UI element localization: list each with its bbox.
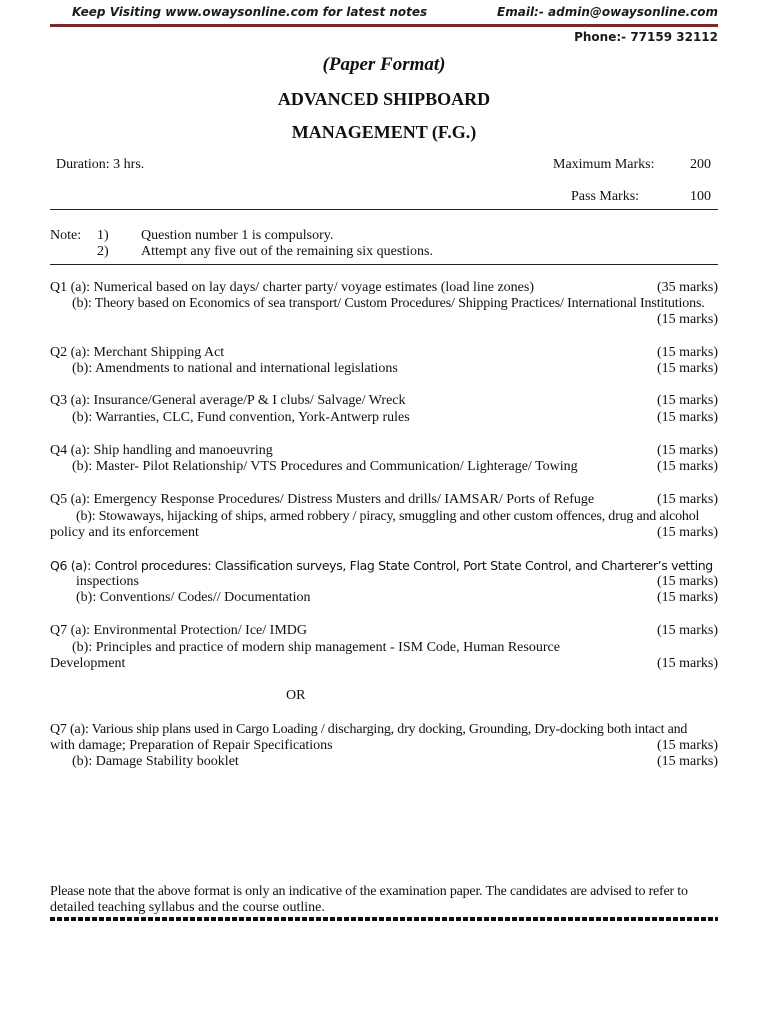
phone-header-text: Phone:- 77159 32112	[574, 30, 718, 44]
note-number-2: 2)	[97, 244, 109, 259]
note-number-1: 1)	[97, 228, 109, 243]
paper-format-title: (Paper Format)	[322, 54, 446, 75]
q7-alt-b-marks: (15 marks)	[656, 754, 718, 769]
q7a-text: Q7 (a): Environmental Protection/ Ice/ IMDG	[50, 623, 307, 638]
note-label: Note:	[50, 228, 82, 243]
q2b-marks: (15 marks)	[656, 361, 718, 376]
q7-alt-b-text: (b): Damage Stability booklet	[72, 754, 239, 769]
course-title-line2: MANAGEMENT (F.G.)	[291, 122, 477, 142]
note-divider	[50, 264, 718, 265]
q3a-marks: (15 marks)	[656, 393, 718, 408]
q5a-text: Q5 (a): Emergency Response Procedures/ Distress Musters and drills/ IAMSAR/ Ports of Refuge	[50, 492, 595, 507]
q7-alt-a-marks: (15 marks)	[656, 738, 718, 753]
q7-alt-a-text: Q7 (a): Various ship plans used in Cargo Loading / discharging, dry docking, Grounding, Dry-docking both intact and	[50, 722, 688, 737]
q4b-text: (b): Master- Pilot Relationship/ VTS Procedures and Communication/ Lighterage/ Towing	[72, 459, 578, 474]
q2a-text: Q2 (a): Merchant Shipping Act	[50, 345, 225, 360]
pass-marks-label: Pass Marks:	[571, 189, 640, 204]
header-divider	[50, 24, 718, 27]
q4a-marks: (15 marks)	[656, 443, 718, 458]
q1b-text: (b): Theory based on Economics of sea transport/ Custom Procedures/ Shipping Practices/ International Institutions.	[72, 296, 705, 311]
q6a-text: Q6 (a): Control procedures: Classification surveys, Flag State Control, Port State Control, and Charterer’s vetting	[50, 558, 713, 573]
q7b-marks: (15 marks)	[656, 656, 718, 671]
q7a-marks: (15 marks)	[656, 623, 718, 638]
duration-text: Duration: 3 hrs.	[56, 157, 145, 172]
q5b-text: (b): Stowaways, hijacking of ships, armed robbery / piracy, smuggling and other custom offences, drug and alcohol	[76, 509, 700, 524]
footer-note-line1: Please note that the above format is only an indicative of the examination paper. The candidates are advised to refer to	[50, 884, 688, 899]
q2a-marks: (15 marks)	[656, 345, 718, 360]
q1b-marks: (15 marks)	[656, 312, 718, 327]
q1a-marks: (35 marks)	[656, 280, 718, 295]
q6a-continuation: inspections	[76, 574, 139, 589]
course-title-line1: ADVANCED SHIPBOARD	[277, 89, 491, 109]
q7b-text: (b): Principles and practice of modern ship management - ISM Code, Human Resource	[72, 640, 560, 655]
q3b-marks: (15 marks)	[656, 410, 718, 425]
site-header-text: Keep Visiting www.owaysonline.com for latest notes	[72, 5, 428, 19]
q5a-marks: (15 marks)	[656, 492, 718, 507]
q6a-marks: (15 marks)	[656, 574, 718, 589]
q3a-text: Q3 (a): Insurance/General average/P & I clubs/ Salvage/ Wreck	[50, 393, 406, 408]
email-header-text: Email:- admin@owaysonline.com	[497, 5, 718, 19]
max-marks-value: 200	[690, 157, 711, 172]
max-marks-label: Maximum Marks:	[553, 157, 655, 172]
q4a-text: Q4 (a): Ship handling and manoeuvring	[50, 443, 273, 458]
q6b-text: (b): Conventions/ Codes// Documentation	[76, 590, 311, 605]
footer-note-line2: detailed teaching syllabus and the course outline.	[50, 900, 325, 915]
meta-divider	[50, 209, 718, 210]
q5b-continuation: policy and its enforcement	[50, 525, 199, 540]
q6b-marks: (15 marks)	[656, 590, 718, 605]
q7-alt-a-continuation: with damage; Preparation of Repair Specifications	[50, 738, 333, 753]
note-text-2: Attempt any five out of the remaining six questions.	[141, 244, 434, 259]
q7b-continuation: Development	[50, 656, 126, 671]
q3b-text: (b): Warranties, CLC, Fund convention, York-Antwerp rules	[72, 410, 410, 425]
or-separator: OR	[286, 688, 306, 703]
q4b-marks: (15 marks)	[656, 459, 718, 474]
pass-marks-value: 100	[690, 189, 711, 204]
dotted-footer-border	[50, 917, 718, 921]
q5b-marks: (15 marks)	[656, 525, 718, 540]
q1a-text: Q1 (a): Numerical based on lay days/ charter party/ voyage estimates (load line zones)	[50, 280, 534, 295]
note-text-1: Question number 1 is compulsory.	[141, 228, 334, 243]
q2b-text: (b): Amendments to national and international legislations	[72, 361, 398, 376]
